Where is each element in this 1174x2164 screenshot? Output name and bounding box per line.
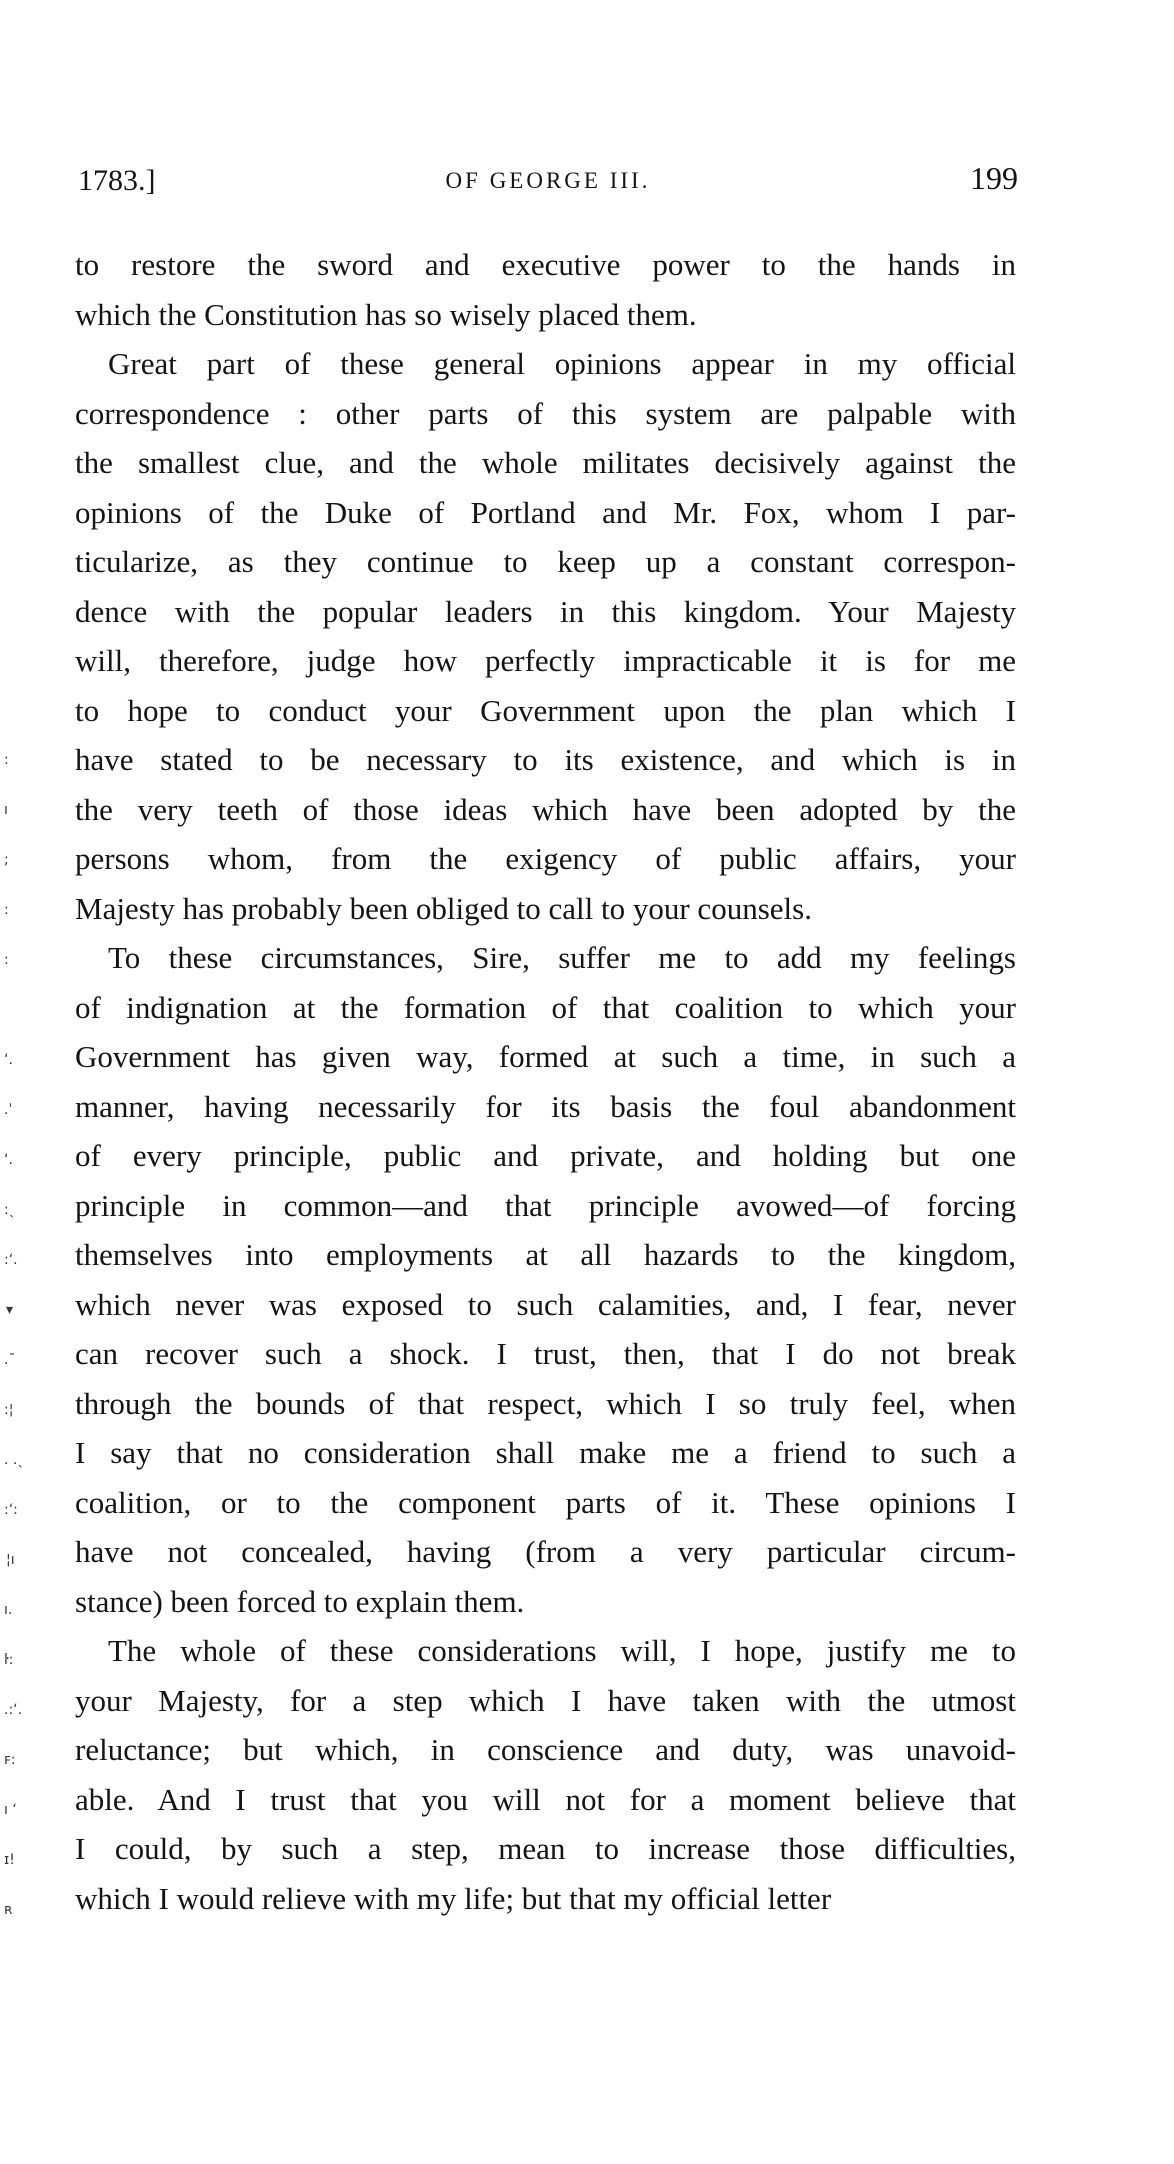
text-line: have stated to be necessary to its existence, and which is in xyxy=(75,742,1016,777)
text-line: dence with the popular leaders in this kingdom. Your Majesty xyxy=(75,593,1016,629)
text-line: reluctance; but which, in conscience and duty, was unavoid- xyxy=(75,1732,1016,1767)
page-number: 199 xyxy=(970,160,1018,196)
text-line: can recover such a shock. I trust, then, that I do not break xyxy=(75,1336,1016,1371)
paragraph xyxy=(75,933,1016,1626)
margin-bleed-marks: : ı ; : : ‘. .ˈ ‘. :ˎ :‘. ▾ .ˉ :¦ . .ˎ :‘: ¦ı ı. ŀ: .:‘. ꜰ: ı ‘ ɪ! ʀ xyxy=(4,752,25,1918)
header-title: OF GEORGE III. xyxy=(445,168,651,193)
text-line: ticularize, as they continue to keep up a constant correspon- xyxy=(75,544,1016,579)
paragraph xyxy=(75,1626,1016,1923)
text-line: the very teeth of those ideas which have been adopted by the xyxy=(75,791,1016,827)
header-year: 1783.] xyxy=(78,164,156,197)
text-line: opinions of the Duke of Portland and Mr. Fox, whom I par- xyxy=(75,494,1016,530)
text-line: which never was exposed to such calamities, and, I fear, never xyxy=(75,1286,1016,1322)
text-line: Majesty has probably been obliged to call to your counsels. xyxy=(75,890,812,926)
running-header xyxy=(78,160,1018,204)
text-line: of every principle, public and private, and holding but one xyxy=(75,1138,1016,1173)
text-line: to restore the sword and executive power to the hands in xyxy=(75,247,1016,282)
text-line: I say that no consideration shall make me a friend to such a xyxy=(75,1435,1016,1470)
paragraph xyxy=(75,339,1016,933)
text-line: themselves into employments at all hazards to the kingdom, xyxy=(75,1237,1016,1272)
body-text xyxy=(75,240,1016,1923)
text-line: To these circumstances, Sire, suffer me to add my feelings xyxy=(108,940,1016,975)
text-line: Great part of these general opinions appear in my official xyxy=(108,346,1016,381)
paragraph xyxy=(75,240,1016,339)
text-line: through the bounds of that respect, which I so truly feel, when xyxy=(75,1385,1016,1421)
text-line: the smallest clue, and the whole militates decisively against the xyxy=(75,445,1016,480)
text-line: to hope to conduct your Government upon the plan which I xyxy=(75,692,1016,728)
text-line: stance) been forced to explain them. xyxy=(75,1583,525,1619)
text-line: able. And I trust that you will not for a moment believe that xyxy=(75,1781,1016,1817)
text-line: coalition, or to the component parts of it. These opinions I xyxy=(75,1484,1016,1520)
text-line: persons whom, from the exigency of public affairs, your xyxy=(75,841,1016,876)
text-line: have not concealed, having (from a very particular circum- xyxy=(75,1534,1016,1569)
text-line: manner, having necessarily for its basis the foul abandonment xyxy=(75,1088,1016,1124)
text-line: which the Constitution has so wisely placed them. xyxy=(75,296,697,332)
text-line: of indignation at the formation of that coalition to which your xyxy=(75,989,1016,1025)
text-line: which I would relieve with my life; but that my official letter xyxy=(75,1880,832,1916)
text-line: principle in common—and that principle avowed—of forcing xyxy=(75,1187,1016,1223)
text-line: Government has given way, formed at such a time, in such a xyxy=(75,1039,1016,1074)
text-line: will, therefore, judge how perfectly impracticable it is for me xyxy=(75,643,1016,678)
text-line: correspondence : other parts of this system are palpable with xyxy=(75,395,1016,431)
text-line: your Majesty, for a step which I have taken with the utmost xyxy=(75,1682,1016,1718)
text-line: I could, by such a step, mean to increase those difficulties, xyxy=(75,1831,1016,1866)
text-line: The whole of these considerations will, I hope, justify me to xyxy=(108,1633,1016,1668)
